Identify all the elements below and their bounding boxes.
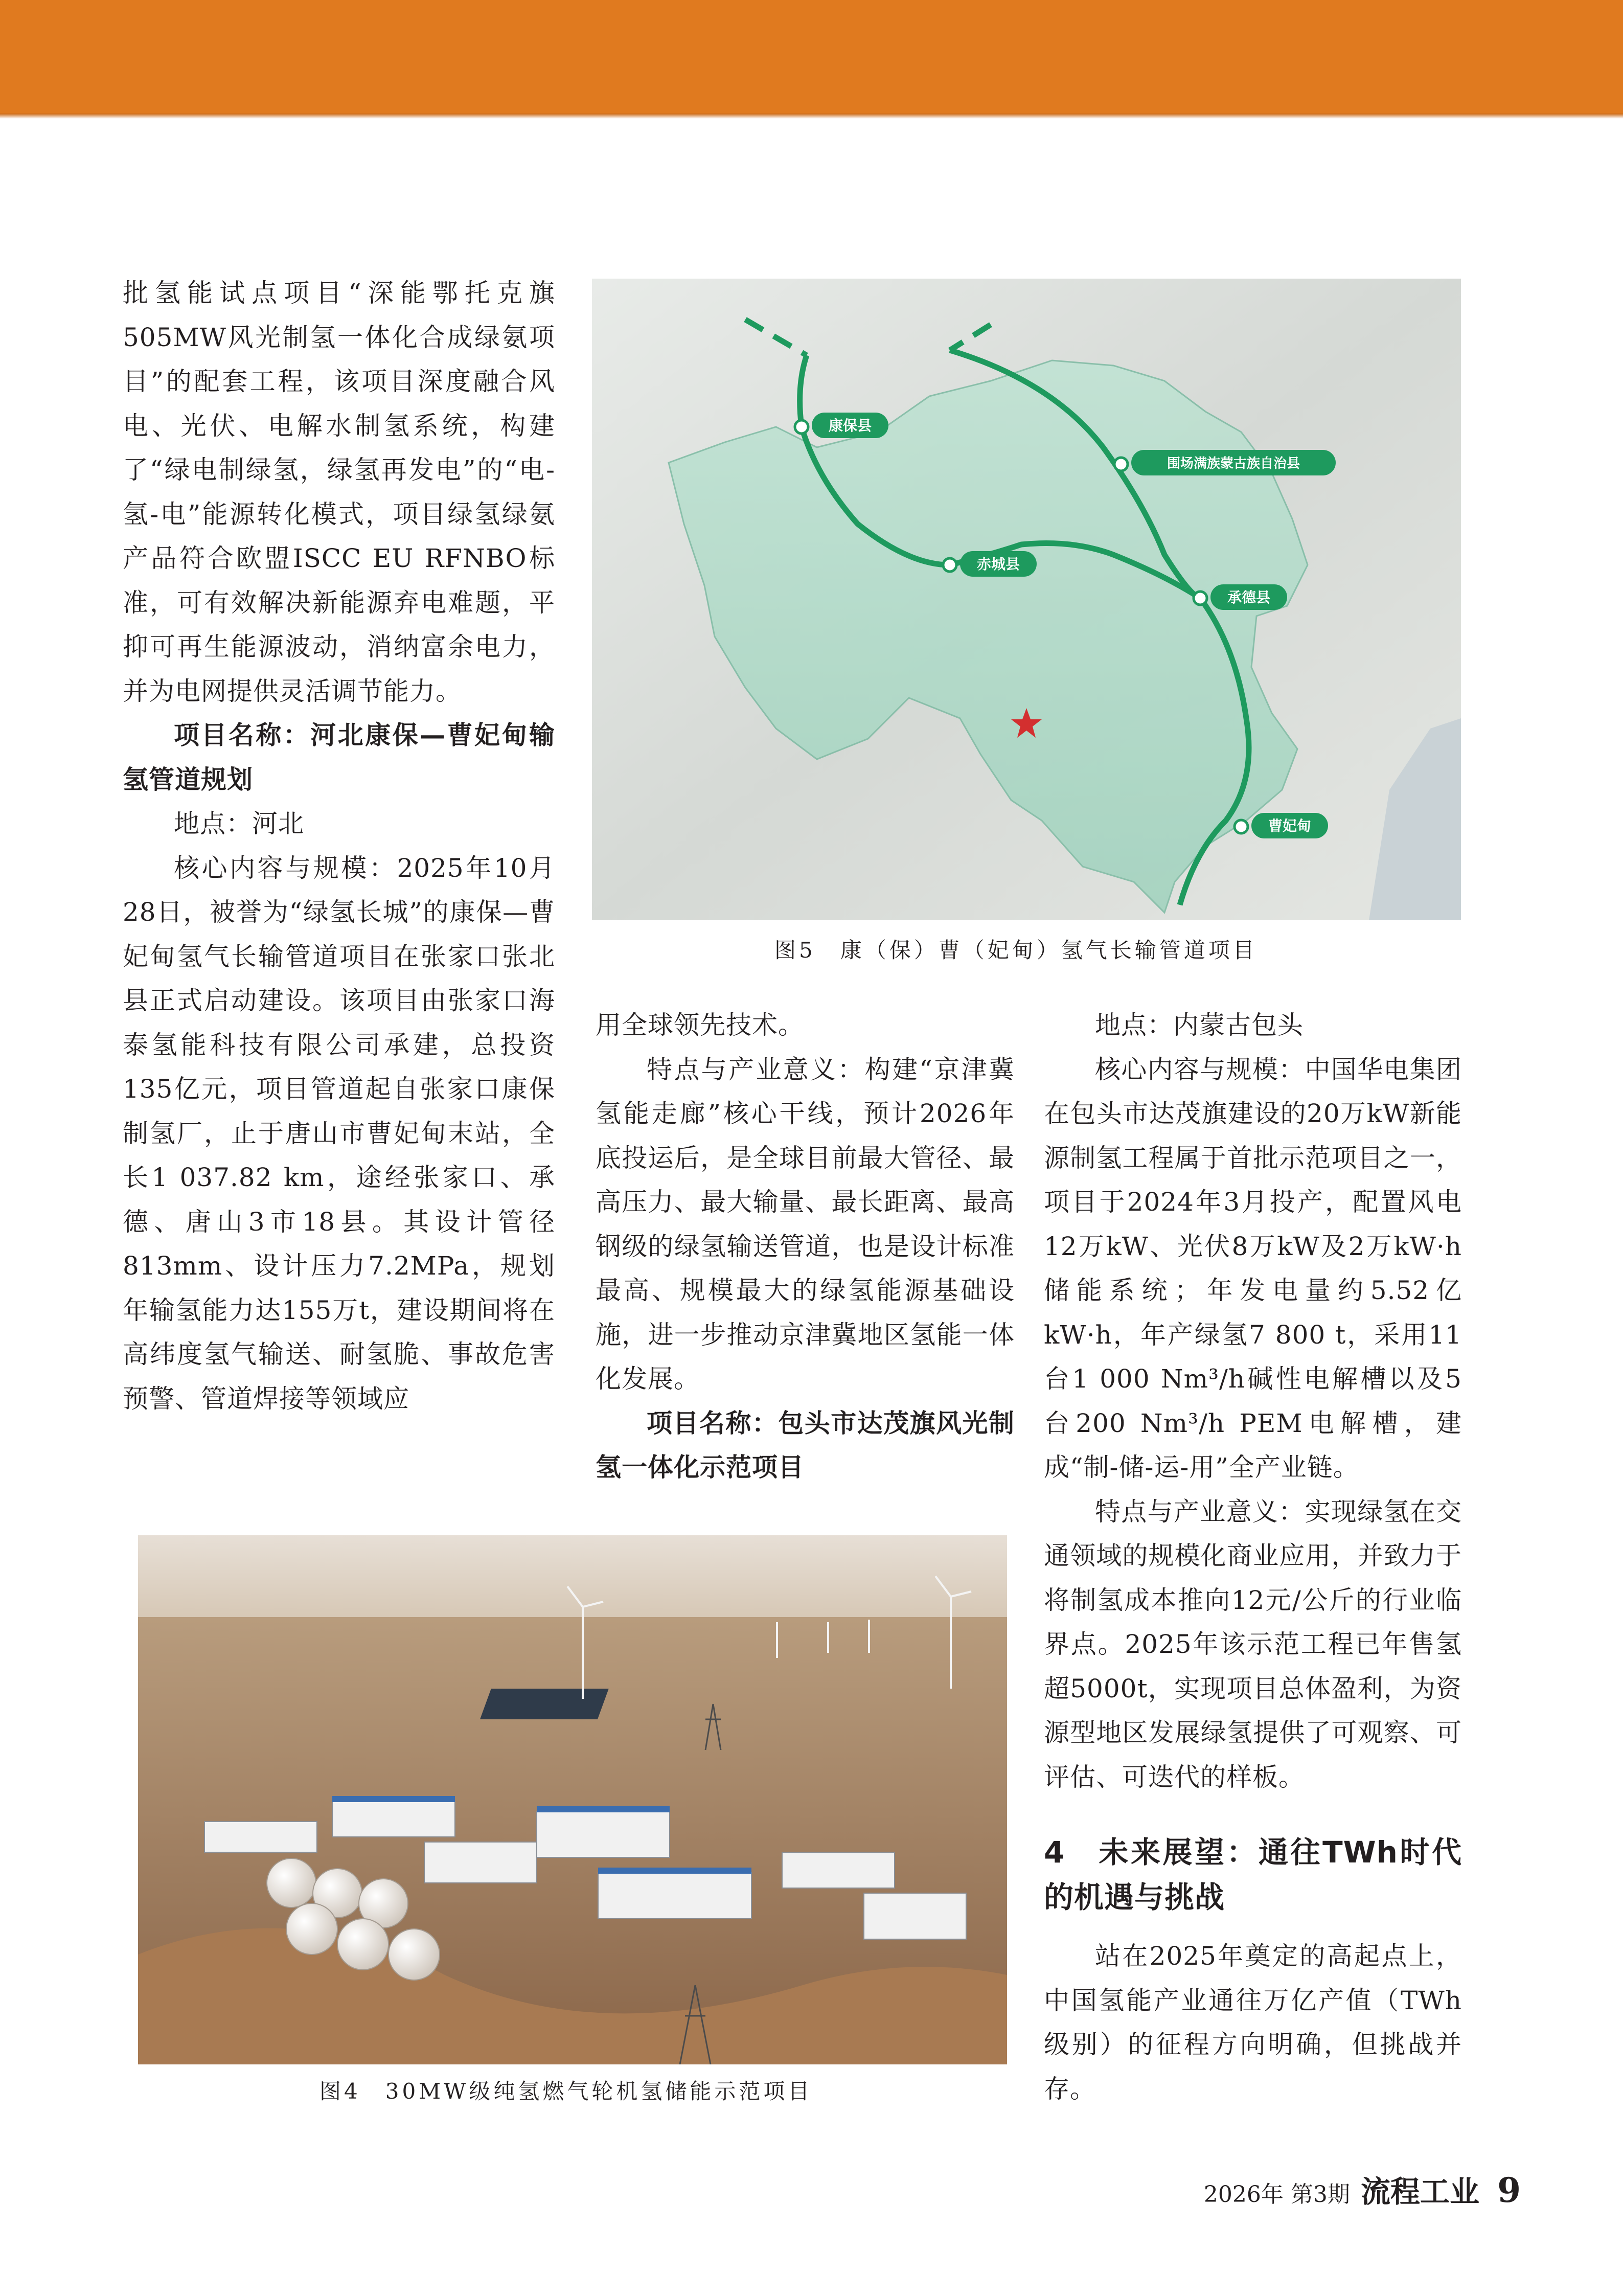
station-marker [1114,458,1128,471]
project-heading: 项目名称：包头市达茂旗风光制氢一体化示范项目 [596,1408,1015,1482]
figure-5-caption: 图5 康（保）曹（妃甸）氢气长输管道项目 [774,938,1258,963]
label-chicheng: 赤城县 [976,556,1020,573]
label-caofeidian: 曹妃甸 [1268,817,1312,834]
text-column-1 [123,271,555,1421]
station-marker [1194,592,1207,605]
hydrogen-storage-plant-photo [138,1535,1007,2064]
station-marker [943,558,956,572]
paragraph: 特点与产业意义：构建“京津冀氢能走廊”核心干线，预计2026年底投运后，是全球目前最大管径、最高压力、最大输量、最长距离、最高钢级的绿氢输送管道，也是设计标准最高、规模最大的绿氢能源基础设施，进一步推动京津冀地区氢能一体化发展。 [596,1054,1015,1394]
page-number: 9 [1497,2170,1521,2210]
text-column-2 [596,1003,1015,1490]
paragraph: 用全球领先技术。 [596,1010,804,1040]
project-heading: 项目名称：河北康保—曹妃甸输氢管道规划 [123,720,555,794]
text-column-3 [1044,1003,1462,2111]
location-line: 地点：内蒙古包头 [1095,1010,1304,1040]
paragraph: 批氢能试点项目“深能鄂托克旗505MW风光制氢一体化合成绿氨项目”的配套工程，该项目深度融合风电、光伏、电解水制氢系统，构建了“绿电制绿氢，绿氢再发电”的“电-氢-电”能源转化模式，项目绿氢绿氨产品符合欧盟ISCC EU RFNBO标准，可有效解决新能源弃电难题，平抑可再生能源波动，消纳富余电力，并为电网提供灵活调节能力。 [123,278,555,706]
station-marker [1235,820,1248,833]
label-kangbao: 康保县 [828,417,872,434]
sky [138,1535,1007,1622]
paragraph: 特点与产业意义：实现绿氢在交通领域的规模化商业应用，并致力于将制氢成本推向12元/公斤的行业临界点。2025年该示范工程已年售氢超5000t，实现项目总体盈利，为资源型地区发展绿氢提供了可观察、可评估、可迭代的样板。 [1044,1496,1462,1792]
solar-panel-field [480,1689,609,1719]
pipeline-route-map [592,279,1461,920]
magazine-title: 流程工业 [1360,2174,1479,2209]
label-weichang: 围场满族蒙古族自治县 [1167,456,1300,471]
header-bar [0,0,1623,113]
paragraph: 核心内容与规模：2025年10月28日，被誉为“绿氢长城”的康保—曹妃甸氢气长输管道项目在张家口张北县正式启动建设。该项目由张家口海泰氢能科技有限公司承建，总投资135亿元，项目管道起自张家口康保制氢厂，止于唐山市曹妃甸末站，全长1 037.82 km，途经张家口、承德、唐山3市18县。其设计管径813mm、设计压力7.2MPa，规划年输氢能力达155万t，建设期间将在高纬度氢气输送、耐氢脆、事故危害预警、管道焊接等领域应 [123,853,555,1414]
page-footer [1204,2168,1521,2211]
figure-4-caption: 图4 30MW级纯氢燃气轮机氢储能示范项目 [319,2079,813,2104]
paragraph: 核心内容与规模：中国华电集团在包头市达茂旗建设的20万kW新能源制氢工程属于首批示范项目之一，项目于2024年3月投产，配置风电12万kW、光伏8万kW及2万kW·h储能系统；年发电量约5.52亿kW·h，年产绿氢7 800 t，采用11台1 000 Nm³/h碱性电解槽以及5台200 Nm³/h PEM电解槽，建成“制-储-运-用”全产业链。 [1044,1054,1462,1482]
label-chengde: 承德县 [1227,589,1271,606]
section-heading: 4 未来展望：通往TWh时代的机遇与挑战 [1044,1835,1462,1915]
location-line: 地点：河北 [174,809,304,838]
paragraph: 站在2025年奠定的高起点上，中国氢能产业通往万亿产值（TWh级别）的征程方向明确，但挑战并存。 [1044,1941,1462,2104]
header-bar-shadow [0,113,1623,119]
issue-number: 2026年 第3期 [1203,2181,1350,2208]
station-marker [795,420,808,434]
